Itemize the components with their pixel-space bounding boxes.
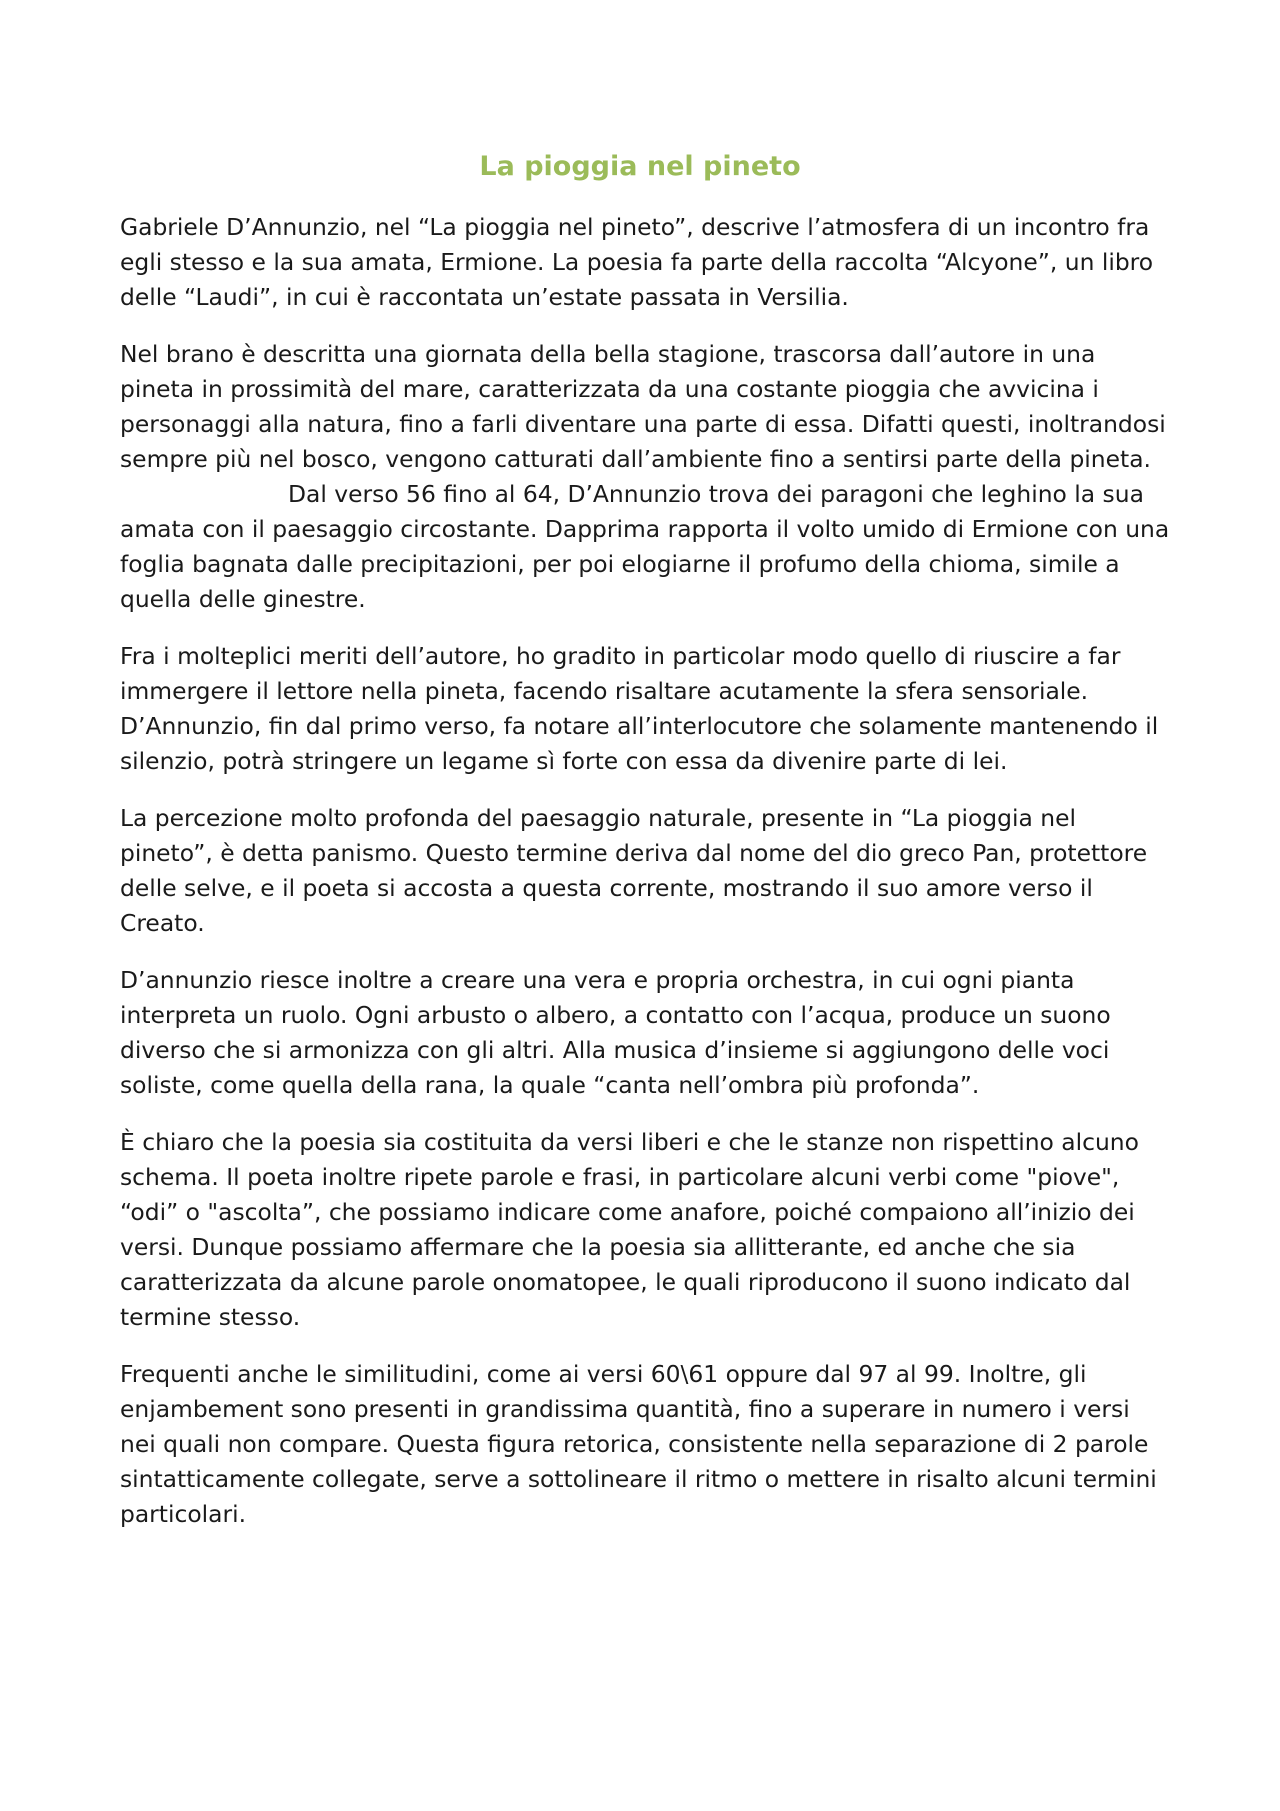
paragraph-5: D’annunzio riesce inoltre a creare una vera e propria orchestra, in cui ogni pianta interpreta un ruolo. Ogni arbusto o albero, a contatto con l’acqua, produce un suono diverso che si armonizza con gli altri. Alla musica d’insieme si aggiungono delle voci soliste, come quella della rana, la quale “canta nell’ombra più profonda”. (120, 966, 1111, 1099)
paragraph-6: È chiaro che la poesia sia costituita da versi liberi e che le stanze non rispettino alcuno schema. Il poeta inoltre ripete parole e frasi, in particolare alcuni verbi come "piove", “odi” o "ascolta”, che possiamo indicare come anafore, poiché compaiono all’inizio dei versi. Dunque possiamo affermare che la poesia sia allitterante, ed anche che sia caratterizzata da alcune parole onomatopee, le quali riproducono il suono indicato dal termine stesso. (120, 1128, 1139, 1331)
paragraph-2-part-2: Dal verso 56 fino al 64, D’Annunzio trova dei paragoni che leghino la sua amata con il paesaggio circostante. Dapprima rapporta il volto umido di Ermione con una foglia bagnata dalle precipitazioni, per poi elogiarne il profumo della chioma, simile a quella delle ginestre. (120, 480, 1170, 613)
paragraph-1: Gabriele D’Annunzio, nel “La pioggia nel pineto”, descrive l’atmosfera di un incontro fra egli stesso e la sua amata, Ermione. La poesia fa parte della raccolta “Alcyone”, un libro delle “Laudi”, in cui è raccontata un’estate passata in Versilia. (120, 213, 1154, 311)
document-title: La pioggia nel pineto (479, 151, 801, 182)
paragraph-2-part-1: Nel brano è descritta una giornata della bella stagione, trascorsa dall’autore in una pineta in prossimità del mare, caratterizzata da una costante pioggia che avvicina i personaggi alla natura, fino a farli diventare una parte di essa. Difatti questi, inoltrandosi sempre più nel bosco, vengono catturati dall’ambiente fino a sentirsi parte della pineta. (120, 340, 1166, 473)
paragraph-7: Frequenti anche le similitudini, come ai versi 60\61 oppure dal 97 al 99. Inoltre, gli enjambement sono presenti in grandissima quantità, fino a superare in numero i versi nei quali non compare. Questa figura retorica, consistente nella separazione di 2 parole sintatticamente collegate, serve a sottolineare il ritmo o mettere in risalto alcuni termini particolari. (120, 1360, 1157, 1528)
paragraph-2 (120, 337, 1170, 617)
document-body (120, 210, 1170, 1554)
paragraph-4: La percezione molto profonda del paesaggio naturale, presente in “La pioggia nel pineto”, è detta panismo. Questo termine deriva dal nome del dio greco Pan, protettore delle selve, e il poeta si accosta a questa corrente, mostrando il suo amore verso il Creato. (120, 804, 1148, 937)
paragraph-3: Fra i molteplici meriti dell’autore, ho gradito in particolar modo quello di riuscire a far immergere il lettore nella pineta, facendo risaltare acutamente la sfera sensoriale. D’Annunzio, fin dal primo verso, fa notare all’interlocutore che solamente mantenendo il silenzio, potrà stringere un legame sì forte con essa da divenire parte di lei. (120, 642, 1159, 775)
